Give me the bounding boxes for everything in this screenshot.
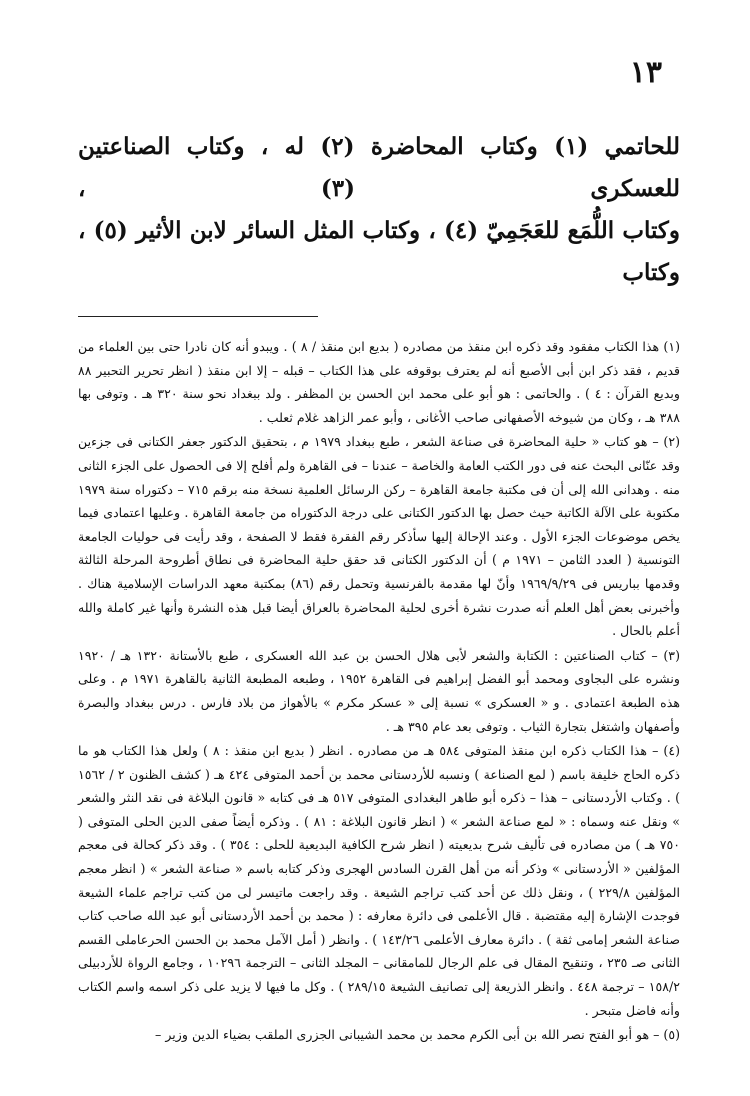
main-text-line: وكتاب اللُّمَع للعَجَمِيّ (٤) ، وكتاب المثل السائر لابن الأثير (٥) ، وكتاب [78,217,680,286]
page-number: ١٣ [629,55,662,90]
footnote-separator-wrap [78,294,680,335]
main-text [78,126,680,294]
footnote-1: (١) هذا الكتاب مفقود وقد ذكره ابن منقذ من مصادره ( بديع ابن منقذ / ٨ ) . ويبدو أنه كان نادرا حتى بين العلماء من قديم ، فقد ذكر ابن أبى الأصبع أنه لم يعترف بوقوفه على هذا الكتاب – قبله – إلا ابن منقذ ( انظر تحرير التحبير ٨٨ وبديع القرآن : ٤ ) . والحاتمى : هو أبو على محمد ابن الحسن بن المظفر . ولد ببغداد نحو سنة ٣٢٠ هـ . وتوفى بها ٣٨٨ هـ ، وكان من شيوخه الأصفهانى صاحب الأغانى ، وأبو عمر الزاهد غلام ثعلب . [78,339,681,425]
footnotes [78,335,680,1047]
footnote-separator [78,316,318,317]
footnote-4: (٤) – هذا الكتاب ذكره ابن منقذ المتوفى ٥٨٤ هـ من مصادره . انظر ( بديع ابن منقذ : ٨ ) ولعل هذا الكتاب هو ما ذكره الحاج خليفة باسم ( لمع الصناعة ) ونسبه للأردستانى محمد بن أحمد المتوفى ٤٢٤ هـ ( كشف الظنون ٢ / ١٥٦٢ ) . وكتاب الأردستانى – هذا – ذكره أبو طاهر البغدادى المتوفى ٥١٧ هـ فى كتابه « قانون البلاغة فى نقد النثر والشعر » ونقل عنه وسماه : « لمع صناعة الشعر » ( انظر قانون البلاغة : ٨١ ) . وذكره أيضاً صفى الدين الحلى المتوفى ( ٧٥٠ هـ ) من مصادره فى تأليف شرح بديعيته ( انظر شرح الكافية البديعية للحلى : ٣٥٤ ) . وقد ذكر كحالة فى معجم المؤلفين « الأردستانى » وذكر أنه من أهل القرن السادس الهجرى وذكر كتابه باسم « صناعة الشعر » ( انظر معجم المؤلفين ٢٢٩/٨ ) ، ونقل ذلك عن أحد كتب تراجم الشيعة . وقد راجعت ماتيسر لى من كتب تراجم علماء الشيعة فوجدت الإشارة إليه مقتضبة . قال الأعلمى فى دائرة معارفه : ( محمد بن أحمد الأردستانى أبو عبد الله صاحب كتاب صناعة الشعر إمامى ثقة ) . دائرة معارف الأعلمى ١٤٣/٢٦ ) . وانظر ( أمل الآمل محمد بن الحسن الحرعاملى القسم الثانى صـ ٢٣٥ ، وتنقيح المقال فى علم الرجال للمامقانى – المجلد الثانى – الترجمة ١٠٢٩٦ ، وجامع الرواة للأردبيلى ١٥٨/٢ – ترجمة ٤٤٨ . وانظر الذريعة إلى تصانيف الشيعة ٢٨٩/١٥ ) . وكل ما فيها لا يزيد على ذكر اسمه واسم الكتاب وأنه فاضل متبحر . [78,743,681,1018]
footnote-3: (٣) – كتاب الصناعتين : الكتابة والشعر لأبى هلال الحسن بن عبد الله العسكرى ، طبع بالأستانة ١٣٢٠ هـ / ١٩٢٠ ونشره على البجاوى ومحمد أبو الفضل إبراهيم فى القاهرة ١٩٥٢ ، وطبعه المطبعة الثانية بالقاهرة ١٩٧١ م . وعلى هذه الطبعة اعتمادى . و « العسكرى » نسبة إلى « عسكر مكرم » بالأهواز من بلاد فارس . درس ببغداد والبصرة وأصفهان واشتغل بتجارة الثياب . وتوفى بعد عام ٣٩٥ هـ . [78,647,680,734]
footnote-5: (٥) – هو أبو الفتح نصر الله بن أبى الكرم محمد بن محمد الشيبانى الجزرى الملقب بضياء الدين وزير – [155,1027,680,1043]
main-text-line: للحاتمي (١) وكتاب المحاضرة (٢) له ، وكتاب الصناعتين للعسكرى (٣) ، [78,133,680,202]
footnote-2: (٢) – هو كتاب « حلية المحاضرة فى صناعة الشعر ، طبع ببغداد ١٩٧٩ م ، بتحقيق الدكتور جعفر الكتانى فى جزءين وقد عنّانى البحث عنه فى دور الكتب العامة والخاصة – عندنا – فى القاهرة ولم أفلح إلا فى الحصول على الجزء الثانى منه . وهدانى الله إلى أن فى مكتبة جامعة القاهرة – ركن الرسائل العلمية نسخة منه برقم ٧١٥ – دكتوراه سنة ١٩٧٩ مكتوبة على الآلة الكاتبة حيث حصل بها الدكتور الكتانى على درجة الدكتوراه من جامعة القاهرة . وعليها اعتمادى فيما يخص موضوعات الجزء الأول . وعند الإحالة إليها سأذكر رقم الفقرة فقط لا الصفحة ، وقد رأيت فى حوليات الجامعة التونسية ( العدد الثامن – ١٩٧١ م ) أن الدكتور الكتانى قد حقق حلية المحاضرة فى نطاق أطروحة المرحلة الثالثة وقدمها بباريس فى ١٩٦٩/٩/٢٩ وأنّ لها مقدمة بالفرنسية وتحمل رقم (٨٦) بمكتبة معهد الدراسات الإسلامية هناك . وأخبرنى بعض أهل العلم أنه صدرت نشرة أخرى لحلية المحاضرة بالعراق أيضا قبل هذه النشرة وأنها غير كاملة والله أعلم بالحال . [78,434,681,639]
